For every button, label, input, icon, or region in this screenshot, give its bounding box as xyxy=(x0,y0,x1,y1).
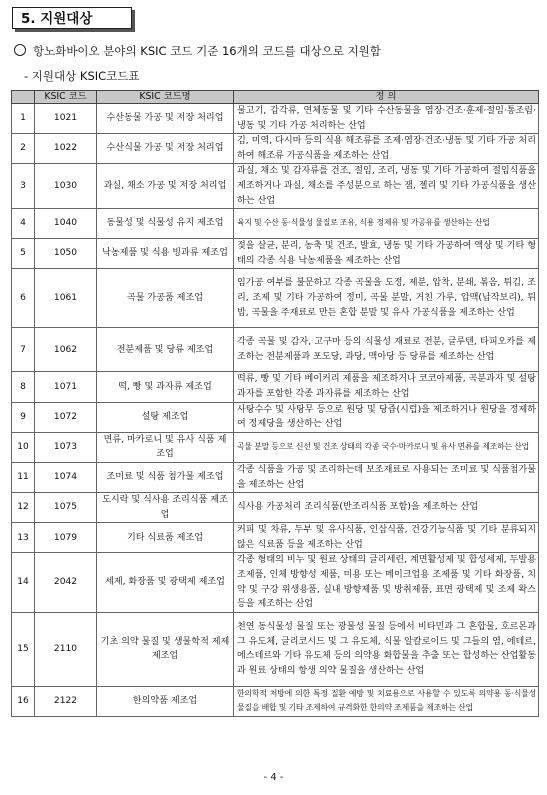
table-row xyxy=(12,372,539,402)
ksic-code: 1040 xyxy=(35,209,97,239)
ksic-definition: 천연 동식물성 물질 또는 광물성 물질 등에서 비타민과 그 혼합물, 호르몬과 그 유도체, 글리코시드 및 그 유도체, 식물 알칼로이드 및 그들의 염, 에테르, 에스테르와 기타 유도체 등의 의약용 화합물을 추출 또는 합성하는 산업활동과 원료 상태의 항생 의약 물질을 생산하는 산업 xyxy=(234,612,539,686)
page-number: - 4 - xyxy=(263,772,284,783)
header-definition: 정 의 xyxy=(234,91,539,104)
table-row xyxy=(12,134,539,164)
ksic-name: 설탕 제조업 xyxy=(97,402,234,432)
ksic-name: 떡, 빵 및 과자류 제조업 xyxy=(97,372,234,402)
table-row xyxy=(12,462,539,492)
intro-text: 항노화바이오 분야의 KSIC 코드 기준 16개의 코드를 대상으로 지원함 xyxy=(33,44,381,58)
row-number: 8 xyxy=(12,372,35,402)
section-title: 5. 지원대상 xyxy=(12,7,132,29)
table-row xyxy=(12,523,539,553)
header-no xyxy=(12,91,35,104)
ksic-code: 1074 xyxy=(35,462,97,492)
row-number: 1 xyxy=(12,104,35,134)
ksic-definition: 김, 미역, 다시마 등의 식용 해조류를 조제·염장·건조·냉동 및 기타 가공 처리하여 해조류 가공식품을 제조하는 산업 xyxy=(234,134,539,164)
table-row xyxy=(12,402,539,432)
table-row xyxy=(12,432,539,462)
ksic-code: 1075 xyxy=(35,493,97,523)
row-number: 13 xyxy=(12,523,35,553)
table-row xyxy=(12,553,539,612)
ksic-name: 수산식물 가공 및 저장 처리업 xyxy=(97,134,234,164)
ksic-definition: 한의학적 처방에 의한 특정 질환 예방 및 치료용으로 사용할 수 있도록 의약용 동·식물성 물질을 배합 및 기타 조제하여 규격화한 한의약 조제품을 제조하는 산업 xyxy=(234,686,539,716)
ksic-code: 1073 xyxy=(35,432,97,462)
table-row xyxy=(12,209,539,239)
row-number: 3 xyxy=(12,164,35,209)
ksic-code: 1022 xyxy=(35,134,97,164)
ksic-definition: 과실, 채소 및 감자류를 건조, 절임, 조리, 냉동 및 기타 가공하여 절임식품을 제조하거나 과실, 채소를 주성분으로 하는 잼, 젤리 및 기타 가공식품을 생산하는 산업 xyxy=(234,164,539,209)
intro-line xyxy=(14,43,381,59)
ksic-name: 면류, 마카로니 및 유사 식품 제조업 xyxy=(97,432,234,462)
row-number: 4 xyxy=(12,209,35,239)
ksic-name: 한의약품 제조업 xyxy=(97,686,234,716)
ksic-name: 세제, 화장품 및 광택제 제조업 xyxy=(97,553,234,612)
ksic-code-table xyxy=(11,90,539,717)
table-row xyxy=(12,269,539,328)
ksic-code: 1062 xyxy=(35,328,97,372)
ksic-definition: 사탕수수 및 사탕무 등으로 원당 및 당즙(시럽)을 제조하거나 원당을 정제하여 정제당을 생산하는 산업 xyxy=(234,402,539,432)
table-header-row xyxy=(12,91,539,104)
ksic-name: 도시락 및 식사용 조리식품 제조업 xyxy=(97,493,234,523)
header-ksic-code: KSIC 코드 xyxy=(35,91,97,104)
header-ksic-name: KSIC 코드명 xyxy=(97,91,234,104)
ksic-definition: 커피 및 차류, 두부 및 유사식품, 인삼식품, 건강기능식품 및 기타 분류되지 않은 식료품 등을 제조하는 산업 xyxy=(234,523,539,553)
ksic-name: 전분제품 및 당류 제조업 xyxy=(97,328,234,372)
row-number: 6 xyxy=(12,269,35,328)
ksic-definition: 육지 및 수산 동·식물성 물질로 조유, 식용 정제유 및 가공유를 생산하는 산업 xyxy=(234,209,539,239)
circle-bullet-icon xyxy=(14,44,26,56)
ksic-code: 1021 xyxy=(35,104,97,134)
row-number: 12 xyxy=(12,493,35,523)
ksic-name: 조미료 및 식품 첨가물 제조업 xyxy=(97,462,234,492)
ksic-name: 기초 의약 물질 및 생물학적 제제 제조업 xyxy=(97,612,234,686)
ksic-code: 2110 xyxy=(35,612,97,686)
ksic-code: 1072 xyxy=(35,402,97,432)
table-row xyxy=(12,239,539,269)
table-row xyxy=(12,493,539,523)
ksic-code: 2122 xyxy=(35,686,97,716)
table-row xyxy=(12,686,539,716)
ksic-name: 동물성 및 식물성 유지 제조업 xyxy=(97,209,234,239)
ksic-definition: 각종 곡물 및 감자, 고구마 등의 식물성 재료로 전분, 글루텐, 타피오카를 제조하는 전분제품과 포도당, 과당, 맥아당 등 당류를 제조하는 산업 xyxy=(234,328,539,372)
ksic-definition: 물고기, 갑각류, 연체동물 및 기타 수산동물을 염장·건조·훈제·절임·통조림·냉동 및 기타 가공 처리하는 산업 xyxy=(234,104,539,134)
row-number: 5 xyxy=(12,239,35,269)
ksic-definition: 각종 형태의 비누 및 원료 상태의 글리세린, 계면활성제 및 합성세제, 두발용 조제품, 인체 방향성 제품, 미용 또는 메이크업용 조제품 및 기타 화장품, 치약 및 구강 위생용품, 실내 방향제품 및 방취제품, 표면 광택제 및 조제 왁스 등을 제조하는 산업 xyxy=(234,553,539,612)
ksic-definition: 곡물 분말 등으로 신선 및 건조 상태의 각종 국수·마카로니 및 유사 면류를 제조하는 산업 xyxy=(234,432,539,462)
ksic-code: 1050 xyxy=(35,239,97,269)
ksic-code: 1030 xyxy=(35,164,97,209)
ksic-name: 수산동물 가공 및 저장 처리업 xyxy=(97,104,234,134)
ksic-code: 1061 xyxy=(35,269,97,328)
row-number: 11 xyxy=(12,462,35,492)
row-number: 2 xyxy=(12,134,35,164)
row-number: 10 xyxy=(12,432,35,462)
row-number: 15 xyxy=(12,612,35,686)
ksic-definition: 떡류, 빵 및 기타 베이커리 제품을 제조하거나 코코아제품, 곡분과자 및 설탕과자를 포함한 각종 과자류를 제조하는 산업 xyxy=(234,372,539,402)
row-number: 16 xyxy=(12,686,35,716)
ksic-name: 곡물 가공품 제조업 xyxy=(97,269,234,328)
row-number: 9 xyxy=(12,402,35,432)
table-row xyxy=(12,328,539,372)
ksic-definition: 각종 식품을 가공 및 조리하는데 보조재료로 사용되는 조미료 및 식품첨가물을 제조하는 산업 xyxy=(234,462,539,492)
ksic-definition: 임가공 여부를 불문하고 각종 곡물을 도정, 제분, 압착, 분쇄, 볶음, 튀김, 조리, 조제 및 기타 가공하여 정미, 곡물 분말, 거친 가루, 압맥(납작보리), 튀밥, 곡물을 주재료로 만든 혼합 분말 및 유사 가공식품을 제조하는 산업 xyxy=(234,269,539,328)
ksic-name: 기타 식료품 제조업 xyxy=(97,523,234,553)
table-row xyxy=(12,164,539,209)
ksic-name: 과실, 채소 가공 및 저장 처리업 xyxy=(97,164,234,209)
ksic-definition: 식사용 가공처리 조리식품(반조리식품 포함)을 제조하는 산업 xyxy=(234,493,539,523)
row-number: 14 xyxy=(12,553,35,612)
table-row xyxy=(12,104,539,134)
ksic-definition: 젖을 살균, 분리, 농축 및 건조, 발효, 냉동 및 기타 가공하여 액상 및 기타 형태의 각종 식용 낙농제품을 제조하는 산업 xyxy=(234,239,539,269)
row-number: 7 xyxy=(12,328,35,372)
ksic-code: 2042 xyxy=(35,553,97,612)
ksic-code: 1071 xyxy=(35,372,97,402)
ksic-code: 1079 xyxy=(35,523,97,553)
table-row xyxy=(12,612,539,686)
ksic-name: 낙농제품 및 식용 빙과류 제조업 xyxy=(97,239,234,269)
table-caption: - 지원대상 KSIC코드표 xyxy=(24,69,140,83)
